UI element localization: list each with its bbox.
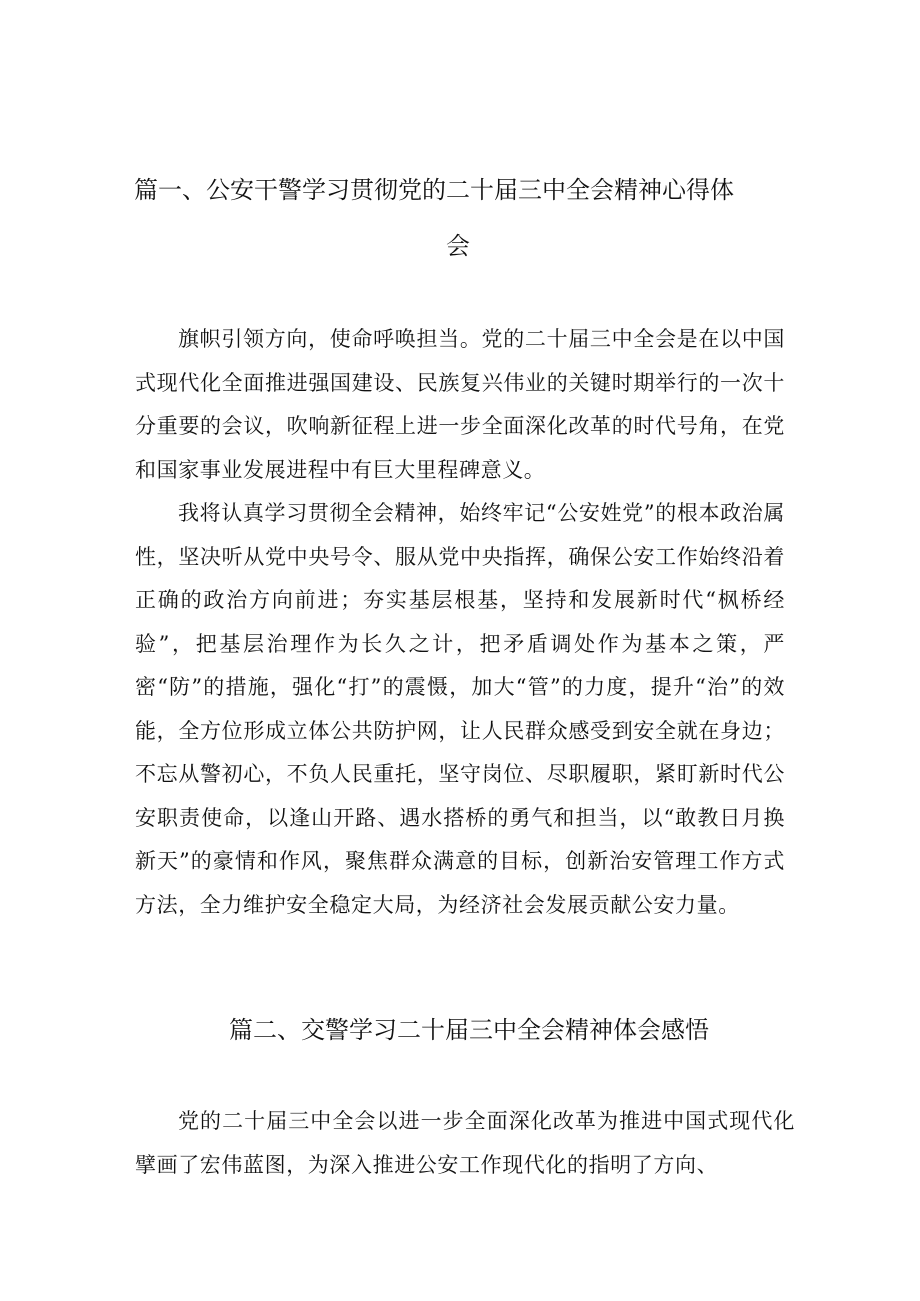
section2-title: 篇二、交警学习二十届三中全会精神体会感悟 (229, 1016, 709, 1044)
section1-title-line2: 会 (446, 232, 470, 260)
section1-paragraph-2: 我将认真学习贯彻全会精神，始终牢记“公安姓党”的根本政治属性，坚决听从党中央号令、服从党中央指挥，确保公安工作始终沿着正确的政治方向前进；夯实基层根基，坚持和发展新时代“枫桥经验”，把基层治理作为长久之计，把矛盾调处作为基本之策，严密“防”的措施，强化“打”的震慑，加大“管”的力度，提升“治”的效能，全方位形成立体公共防护网，让人民群众感受到安全就在身边；不忘从警初心，不负人民重托，坚守岗位、尽职履职，紧盯新时代公安职责使命，以逢山开路、遇水搭桥的勇气和担当，以“敢教日月换新天”的豪情和作风，聚焦群众满意的目标，创新治安管理工作方式方法，全力维护安全稳定大局，为经济社会发展贡献公安力量。 (135, 501, 785, 917)
section2-paragraph-1: 党的二十届三中全会以进一步全面深化改革为推进中国式现代化擘画了宏伟蓝图，为深入推进公安工作现代化的指明了方向、 (135, 1109, 795, 1177)
section1-paragraph-1: 旗帜引领方向，使命呼唤担当。党的二十届三中全会是在以中国式现代化全面推进强国建设、民族复兴伟业的关键时期举行的一次十分重要的会议，吹响新征程上进一步全面深化改革的时代号角，在党和国家事业发展进程中有巨大里程碑意义。 (135, 327, 785, 482)
section1-title-line1: 篇一、公安干警学习贯彻党的二十届三中全会精神心得体 (134, 176, 734, 204)
